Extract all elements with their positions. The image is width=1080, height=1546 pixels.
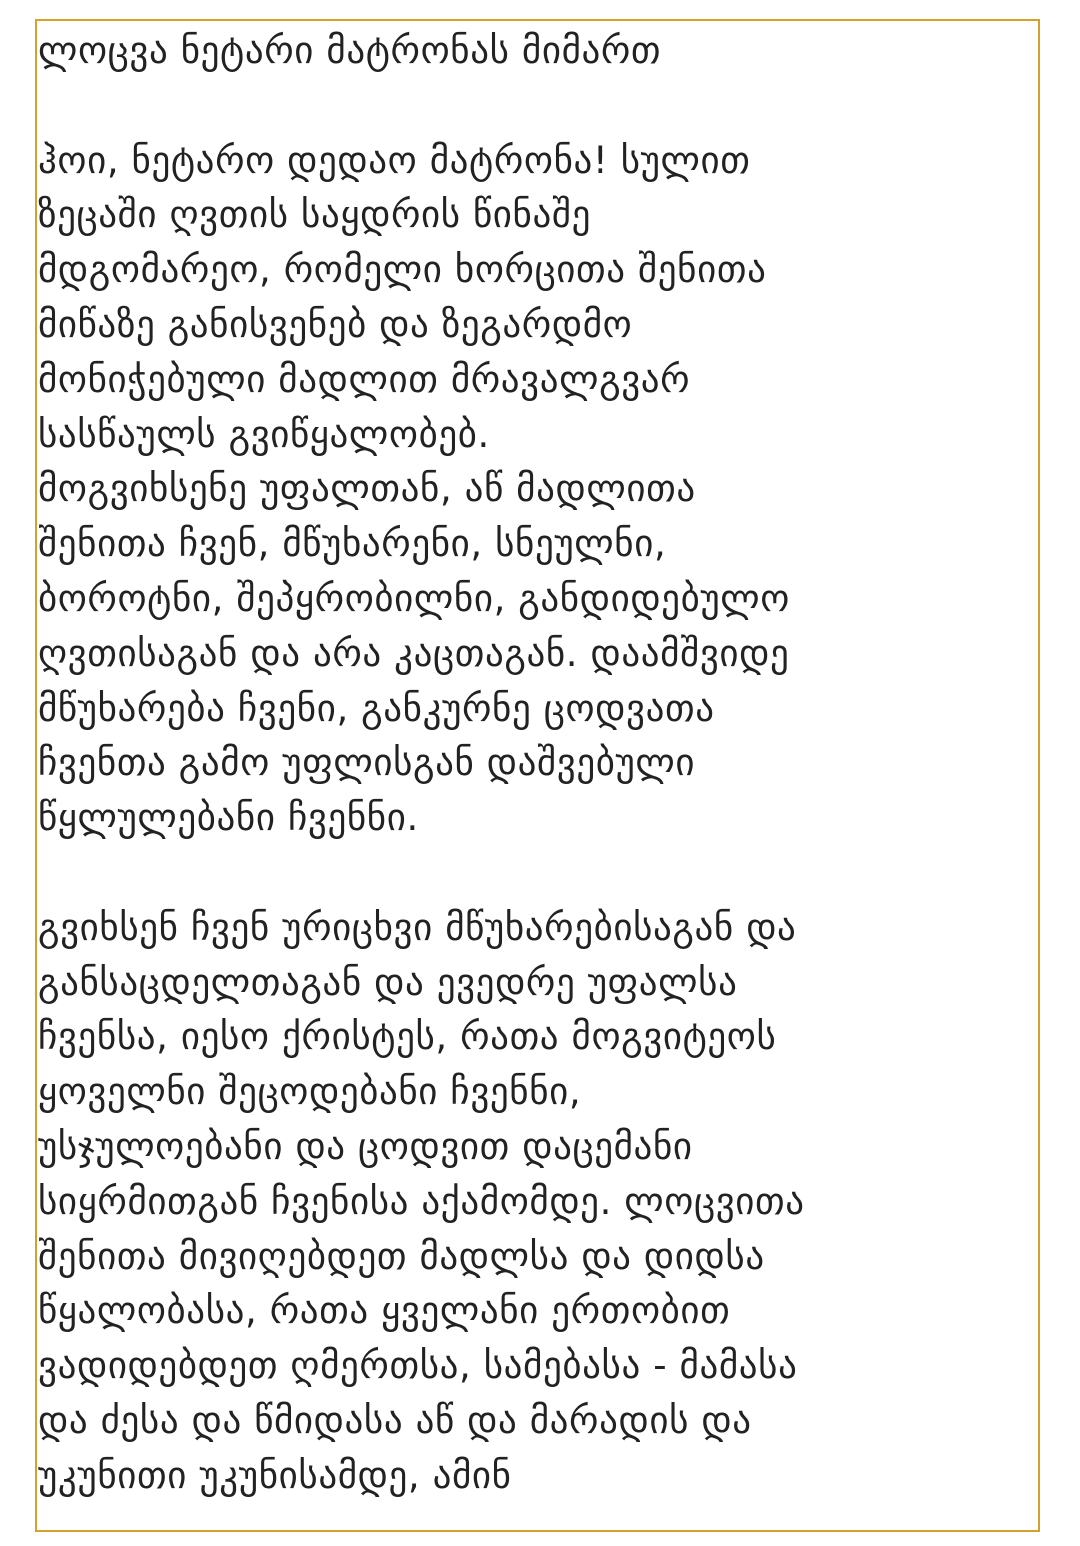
text-line: ჩვენსა, იესო ქრისტეს, რათა მოგვიტეოს [38, 1015, 777, 1059]
blank-line [38, 79, 1038, 134]
text-line: ჩვენთა გამო უფლისგან დაშვებული [38, 741, 696, 785]
text-line: მდგომარეო, რომელი ხორცითა შენითა [38, 248, 767, 292]
text-line: ვადიდებდეთ ღმერთსა, სამებასა - მამასა [38, 1344, 798, 1388]
paragraph-1 [38, 134, 1038, 846]
text-line: ბოროტნი, შეპყრობილნი, განდიდებულო [38, 576, 790, 620]
text-line: გვიხსენ ჩვენ ურიცხვი მწუხარებისაგან და [38, 905, 797, 949]
text-line: ღვთისაგან და არა კაცთაგან. დაამშვიდე [38, 631, 790, 675]
prayer-document [38, 24, 1038, 1504]
text-line: მოგვიხსენე უფალთან, აწ მადლითა [38, 467, 696, 511]
text-line: მონიჭებული მადლით მრავალგვარ [38, 357, 691, 401]
text-line: ზეცაში ღვთის საყდრის წინაშე [38, 193, 592, 237]
blank-line [38, 846, 1038, 901]
text-line: წყლულებანი ჩვენნი. [38, 796, 419, 840]
text-line: წყალობასა, რათა ყველანი ერთობით [38, 1289, 731, 1333]
text-line: სიყრმითგან ჩვენისა აქამომდე. ლოცვითა [38, 1179, 805, 1223]
text-line: ყოველნი შეცოდებანი ჩვენნი, [38, 1070, 582, 1114]
text-line: შენითა მივიღებდეთ მადლსა და დიდსა [38, 1234, 765, 1278]
text-line: ჰოი, ნეტარო დედაო მატრონა! სულით [38, 138, 751, 182]
text-line: უსჯულოებანი და ცოდვით დაცემანი [38, 1124, 693, 1168]
text-line: მიწაზე განისვენებ და ზეგარდმო [38, 302, 633, 346]
text-line: განსაცდელთაგან და ევედრე უფალსა [38, 960, 738, 1004]
text-line: და ძესა და წმიდასა აწ და მარადის და [38, 1398, 752, 1442]
text-line: უკუნითი უკუნისამდე, ამინ [38, 1453, 512, 1497]
text-line: მწუხარება ჩვენი, განკურნე ცოდვათა [38, 686, 715, 730]
text-line: შენითა ჩვენ, მწუხარენი, სნეულნი, [38, 522, 667, 566]
paragraph-2 [38, 901, 1038, 1504]
text-line: სასწაულს გვიწყალობებ. [38, 412, 490, 456]
document-title: ლოცვა ნეტარი მატრონას მიმართ [38, 29, 662, 72]
